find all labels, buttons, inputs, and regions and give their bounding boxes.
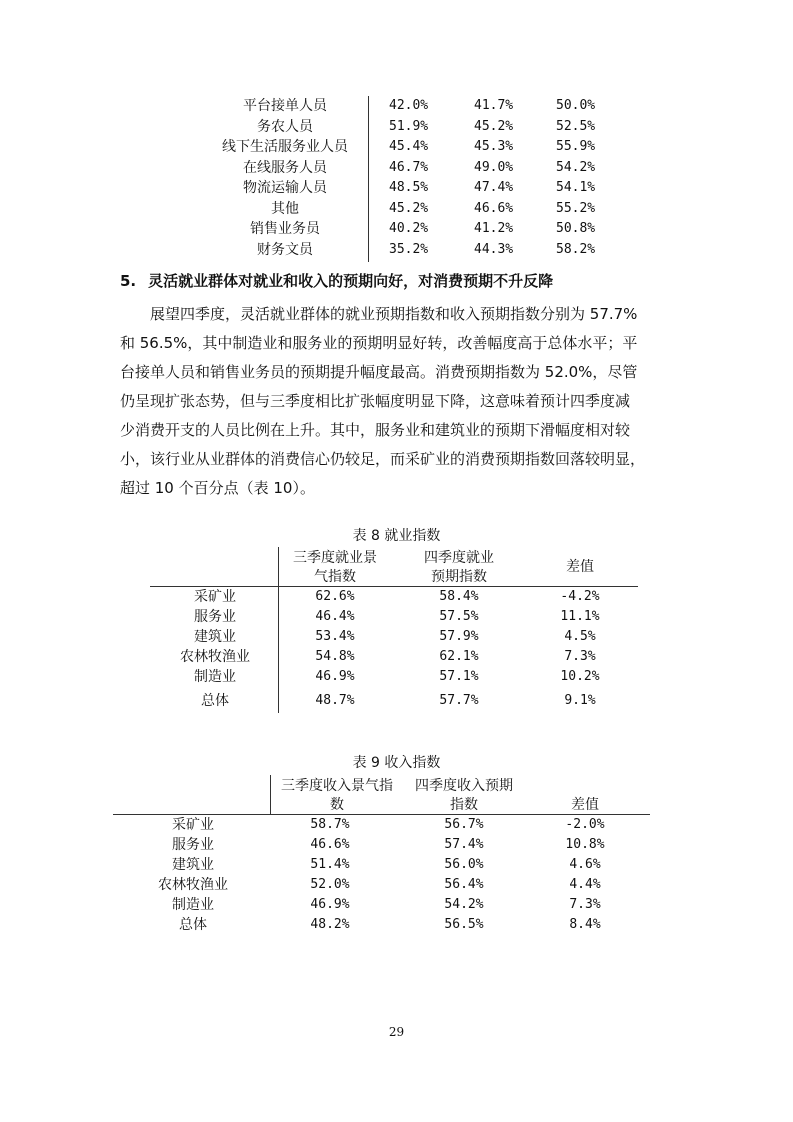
table9-header-col2 bbox=[404, 777, 524, 815]
table-row bbox=[0, 117, 793, 137]
cell-value: 55.9% bbox=[556, 139, 596, 154]
cell-value: 58.4% bbox=[439, 589, 479, 604]
row-label: 农林牧渔业 bbox=[180, 649, 250, 665]
cell-value: 62.1% bbox=[439, 649, 479, 664]
cell-value: 7.3% bbox=[564, 649, 596, 664]
table8-header-col1-line1: 三季度就业景 bbox=[293, 550, 377, 566]
body-paragraph bbox=[120, 300, 675, 503]
cell-value: 4.6% bbox=[569, 857, 601, 872]
cell-value: 55.2% bbox=[556, 200, 596, 216]
table-row bbox=[0, 607, 793, 627]
cell-value: 7.3% bbox=[569, 897, 601, 912]
table9-divider bbox=[270, 775, 271, 815]
cell-value: -4.2% bbox=[560, 589, 600, 604]
cell-value: 58.2% bbox=[556, 241, 596, 257]
row-label: 服务业 bbox=[172, 837, 214, 853]
row-label: 财务文员 bbox=[257, 241, 313, 258]
cell-value: 4.5% bbox=[564, 629, 596, 644]
table-row bbox=[0, 915, 793, 935]
paragraph-line: 少消费开支的人员比例在上升。其中，服务业和建筑业的预期下滑幅度相对较 bbox=[120, 421, 631, 439]
cell-value: 48.2% bbox=[310, 917, 350, 932]
table9-header-col2-line2: 指数 bbox=[450, 797, 478, 813]
cell-value: 54.1% bbox=[556, 180, 596, 195]
cell-value: 4.4% bbox=[569, 877, 601, 892]
cell-value: 10.2% bbox=[560, 669, 600, 684]
cell-value: 62.6% bbox=[315, 589, 355, 604]
table8-header-col2-line2: 预期指数 bbox=[431, 569, 487, 585]
cell-value: 46.9% bbox=[315, 669, 355, 684]
table-row bbox=[0, 587, 793, 607]
cell-value: 56.4% bbox=[444, 877, 484, 892]
table-row bbox=[0, 627, 793, 647]
cell-value: 46.7% bbox=[389, 159, 429, 175]
cell-value: 40.2% bbox=[389, 221, 429, 236]
table-row bbox=[0, 691, 793, 711]
cell-value: 56.7% bbox=[444, 817, 484, 832]
table-row bbox=[0, 647, 793, 667]
cell-value: 52.5% bbox=[556, 118, 596, 134]
paragraph-line: 仍呈现扩张态势，但与三季度相比扩张幅度明显下降，这意味着预计四季度减 bbox=[120, 392, 631, 410]
cell-value: 45.4% bbox=[389, 139, 429, 154]
cell-value: 54.2% bbox=[556, 159, 596, 175]
table8-header-col2-line1: 四季度就业 bbox=[424, 550, 494, 566]
cell-value: 46.4% bbox=[315, 609, 355, 624]
table-row bbox=[0, 158, 793, 178]
table8-header-col3-label: 差值 bbox=[566, 559, 594, 575]
page-number: 29 bbox=[388, 1025, 405, 1039]
cell-value: 35.2% bbox=[389, 241, 429, 257]
cell-value: 54.8% bbox=[315, 649, 355, 664]
paragraph-line: 和 56.5%，其中制造业和服务业的预期明显好转，改善幅度高于总体水平；平 bbox=[120, 334, 638, 352]
cell-value: 51.9% bbox=[389, 118, 429, 134]
cell-value: 45.2% bbox=[474, 118, 514, 134]
cell-value: 50.8% bbox=[556, 221, 596, 236]
cell-value: 58.7% bbox=[310, 817, 350, 832]
cell-value: 51.4% bbox=[310, 857, 350, 872]
cell-value: 57.7% bbox=[439, 693, 479, 708]
row-label: 制造业 bbox=[194, 669, 236, 685]
cell-value: 48.7% bbox=[315, 693, 355, 708]
table9-caption: 表 9 收入指数 bbox=[352, 755, 441, 771]
cell-value: 50.0% bbox=[556, 98, 596, 113]
table-row bbox=[0, 240, 793, 260]
table-row bbox=[0, 137, 793, 157]
cell-value: 10.8% bbox=[565, 837, 605, 852]
cell-value: 49.0% bbox=[474, 159, 514, 175]
cell-value: 57.9% bbox=[439, 629, 479, 644]
cell-value: 56.5% bbox=[444, 917, 484, 932]
cell-value: 57.5% bbox=[439, 609, 479, 624]
table-row bbox=[0, 667, 793, 687]
table8-header-col3 bbox=[540, 558, 620, 577]
row-label: 建筑业 bbox=[172, 857, 214, 873]
cell-value: 45.2% bbox=[389, 200, 429, 216]
cell-value: 41.2% bbox=[474, 221, 514, 236]
table-row bbox=[0, 178, 793, 198]
table-row bbox=[0, 815, 793, 835]
table9-header-col1 bbox=[272, 777, 402, 815]
table9-header-col1-line2: 数 bbox=[330, 797, 344, 813]
cell-value: 53.4% bbox=[315, 629, 355, 644]
table9-header-col1-line1: 三季度收入景气指 bbox=[281, 778, 393, 794]
row-label: 采矿业 bbox=[172, 817, 214, 833]
row-label: 总体 bbox=[201, 693, 229, 709]
cell-value: 8.4% bbox=[569, 917, 601, 932]
cell-value: 44.3% bbox=[474, 241, 514, 257]
row-label: 服务业 bbox=[194, 609, 236, 625]
paragraph-line: 小，该行业从业群体的消费信心仍较足，而采矿业的消费预期指数回落较明显， bbox=[120, 450, 646, 468]
table8-header-col2 bbox=[404, 549, 514, 587]
table-row bbox=[0, 875, 793, 895]
cell-value: 42.0% bbox=[389, 98, 429, 113]
row-label: 平台接单人员 bbox=[243, 98, 327, 114]
cell-value: 11.1% bbox=[560, 609, 600, 624]
row-label: 制造业 bbox=[172, 897, 214, 913]
cell-value: 48.5% bbox=[389, 180, 429, 195]
row-label: 总体 bbox=[179, 917, 207, 933]
table-row bbox=[0, 219, 793, 239]
row-label: 其他 bbox=[271, 200, 299, 217]
table-row bbox=[0, 895, 793, 915]
paragraph-line: 台接单人员和销售业务员的预期提升幅度最高。消费预期指数为 52.0%，尽管 bbox=[120, 363, 638, 381]
table9-header-col3-label: 差值 bbox=[571, 797, 599, 813]
section-number: 5. bbox=[120, 272, 137, 290]
table8-header-col1-line2: 气指数 bbox=[314, 569, 356, 585]
table8-caption: 表 8 就业指数 bbox=[352, 528, 441, 544]
cell-value: 45.3% bbox=[474, 139, 514, 154]
cell-value: -2.0% bbox=[565, 817, 605, 832]
row-label: 销售业务员 bbox=[250, 221, 320, 237]
cell-value: 57.1% bbox=[439, 669, 479, 684]
row-label: 务农人员 bbox=[257, 118, 313, 135]
paragraph-line: 展望四季度，灵活就业群体的就业预期指数和收入预期指数分别为 57.7% bbox=[120, 305, 638, 323]
cell-value: 56.0% bbox=[444, 857, 484, 872]
table-row bbox=[0, 199, 793, 219]
row-label: 线下生活服务业人员 bbox=[222, 139, 348, 155]
cell-value: 46.9% bbox=[310, 897, 350, 912]
cell-value: 54.2% bbox=[444, 897, 484, 912]
cell-value: 46.6% bbox=[474, 200, 514, 216]
cell-value: 41.7% bbox=[474, 98, 514, 113]
table9-header-col2-line1: 四季度收入预期 bbox=[415, 778, 513, 794]
table-row bbox=[0, 96, 793, 116]
cell-value: 47.4% bbox=[474, 180, 514, 195]
section-heading bbox=[120, 270, 553, 291]
row-label: 采矿业 bbox=[194, 589, 236, 605]
row-label: 农林牧渔业 bbox=[158, 877, 228, 893]
cell-value: 57.4% bbox=[444, 837, 484, 852]
cell-value: 9.1% bbox=[564, 693, 596, 708]
paragraph-line: 超过 10 个百分点（表 10）。 bbox=[120, 479, 315, 497]
table8-header-col1 bbox=[280, 549, 390, 587]
row-label: 物流运输人员 bbox=[243, 180, 327, 196]
section-title: 灵活就业群体对就业和收入的预期向好，对消费预期不升反降 bbox=[148, 272, 554, 290]
table9-header-col3 bbox=[545, 796, 625, 815]
row-label: 在线服务人员 bbox=[243, 159, 327, 176]
table-row bbox=[0, 835, 793, 855]
table-row bbox=[0, 855, 793, 875]
row-label: 建筑业 bbox=[194, 629, 236, 645]
cell-value: 52.0% bbox=[310, 877, 350, 892]
cell-value: 46.6% bbox=[310, 837, 350, 852]
